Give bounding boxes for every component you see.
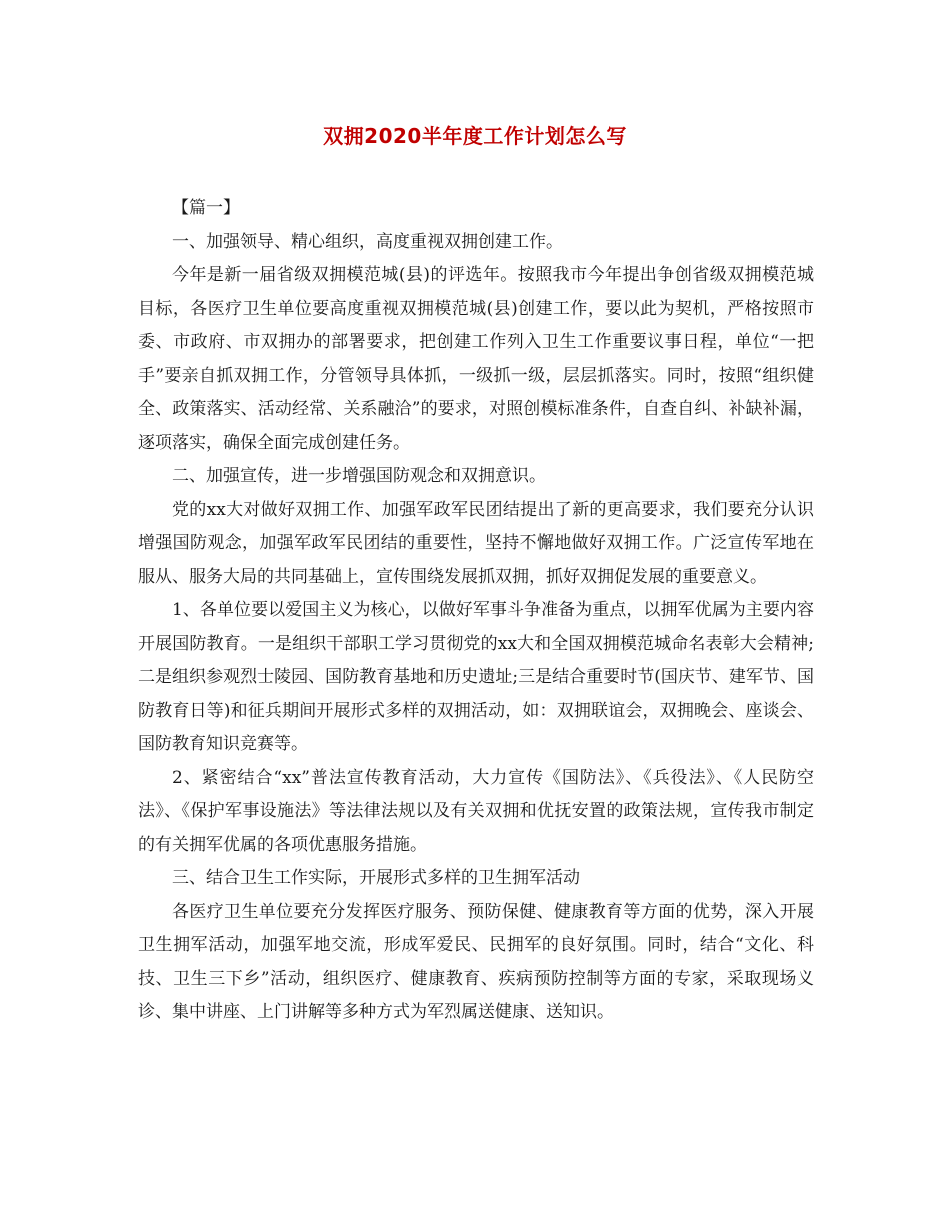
document-title: 双拥2020半年度工作计划怎么写 <box>323 124 627 148</box>
heading-1: 一、加强领导、精心组织，高度重视双拥创建工作。 <box>172 231 563 252</box>
heading-2: 二、加强宣传，进一步增强国防观念和双拥意识。 <box>172 466 546 486</box>
body-paragraph: 今年是新一届省级双拥模范城(县)的评选年。按照我市今年提出争创省级双拥模范城目标，各医疗卫生单位要高度重视双拥模范城(县)创建工作，要以此为契机，严格按照市委、市政府、市双拥办的部署要求，把创建工作列入卫生工作重要议事日程，单位“一把手”要亲自抓双拥工作，分管领导具体抓，一级抓一级，层层抓落实。同时，按照“组织健全、政策落实、活动经常、关系融洽”的要求，对照创模标准条件，自查自纠、补缺补漏，逐项落实，确保全面完成创建任务。 <box>138 265 814 453</box>
body-paragraph: 1、各单位要以爱国主义为核心，以做好军事斗争准备为重点，以拥军优属为主要内容开展国防教育。一是组织干部职工学习贯彻党的xx大和全国双拥模范城命名表彰大会精神;二是组织参观烈士陵园、国防教育基地和历史遗址;三是结合重要时节(国庆节、建军节、国防教育日等)和征兵期间开展形式多样的双拥活动，如：双拥联谊会，双拥晚会、座谈会、国防教育知识竞赛等。 <box>138 600 814 754</box>
body-paragraph: 各医疗卫生单位要充分发挥医疗服务、预防保健、健康教育等方面的优势，深入开展卫生拥军活动，加强军地交流，形成军爱民、民拥军的良好氛围。同时，结合“文化、科技、卫生三下乡”活动，组织医疗、健康教育、疾病预防控制等方面的专家，采取现场义诊、集中讲座、上门讲解等多种方式为军烈属送健康、送知识。 <box>138 901 814 1022</box>
body-paragraph: 党的xx大对做好双拥工作、加强军政军民团结提出了新的更高要求，我们要充分认识增强国防观念，加强军政军民团结的重要性，坚持不懈地做好双拥工作。广泛宣传军地在服从、服务大局的共同基础上，宣传围绕发展抓双拥，抓好双拥促发展的重要意义。 <box>138 499 814 587</box>
heading-3: 三、结合卫生工作实际，开展形式多样的卫生拥军活动 <box>172 868 580 888</box>
section-label: 【篇一】 <box>172 198 240 218</box>
body-paragraph: 2、紧密结合“xx”普法宣传教育活动，大力宣传《国防法》、《兵役法》、《人民防空法》、《保护军事设施法》等法律法规以及有关双拥和优抚安置的政策法规，宣传我市制定的有关拥军优属的各项优惠服务措施。 <box>138 767 814 855</box>
document-body <box>138 192 814 1030</box>
